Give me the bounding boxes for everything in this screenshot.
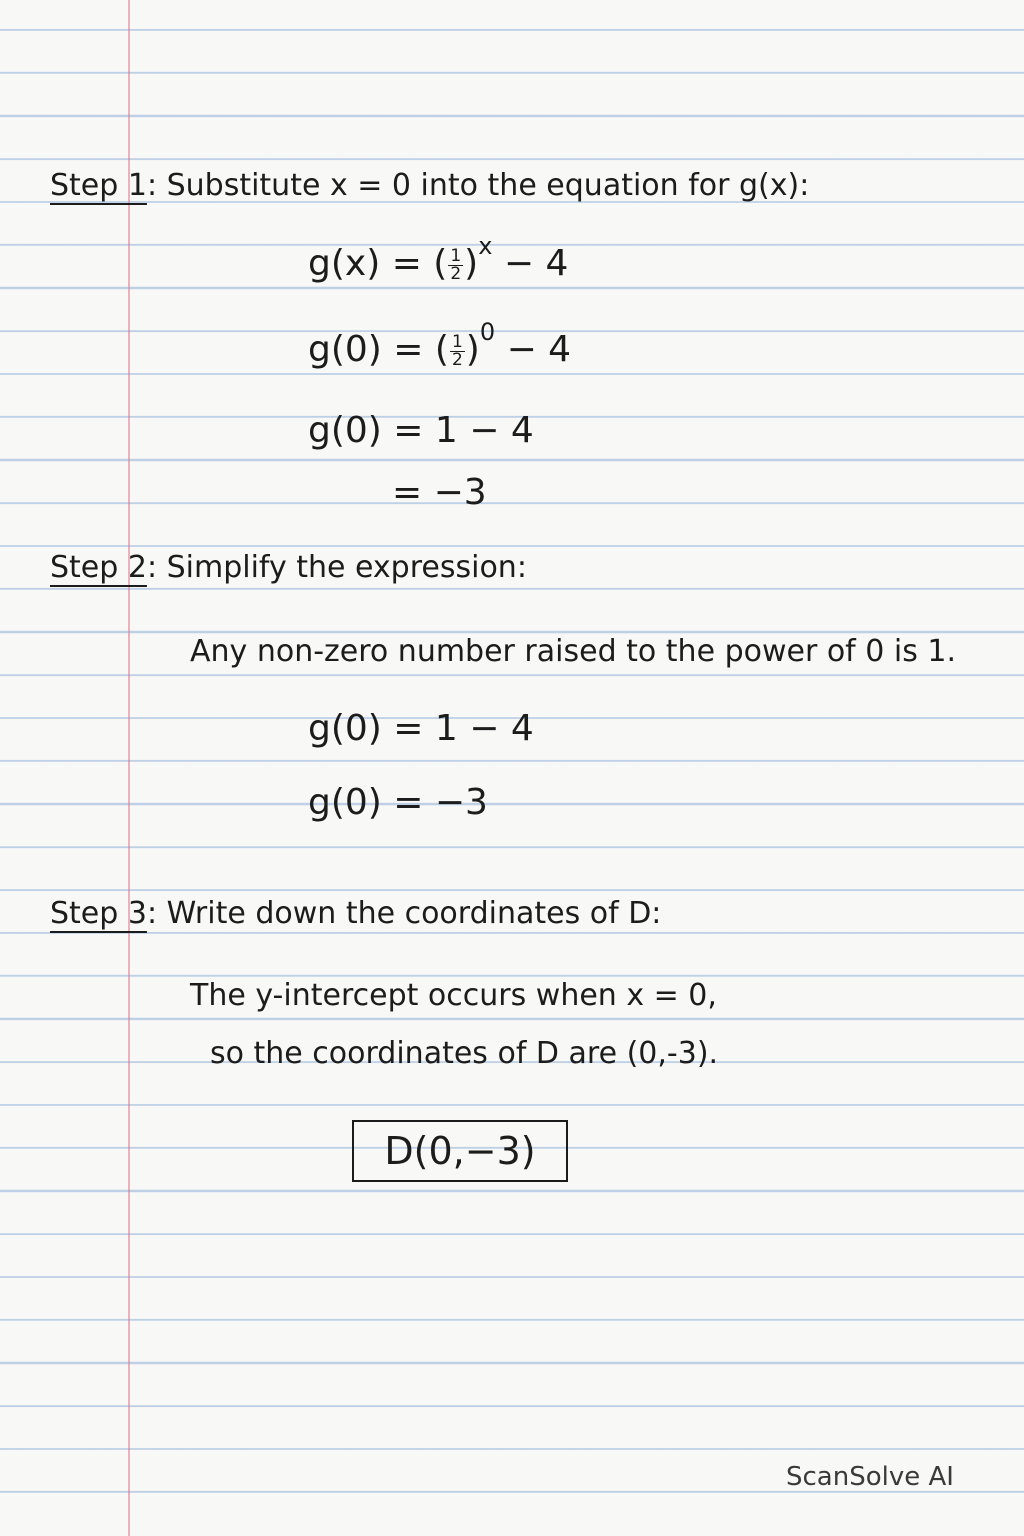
- step2-colon: :: [146, 550, 158, 585]
- step1-heading: [50, 168, 809, 203]
- step1-line1-exponent: x: [478, 232, 493, 260]
- step2-note: Any non-zero number raised to the power of 0 is 1.: [190, 634, 957, 669]
- fraction-numerator: 1: [451, 331, 463, 352]
- step1-line2-exponent: 0: [479, 318, 496, 346]
- step1-line2: g(0) = ( $\frac{1}{2}$ )$^0$ − 4: [308, 318, 572, 370]
- step1-line4: = −3: [392, 472, 487, 513]
- step3-note2: so the coordinates of D are (0,-3).: [210, 1036, 719, 1071]
- step1-line2-lhs: g(0) = (: [308, 329, 449, 370]
- fraction-denominator: 2: [451, 349, 463, 370]
- step3-heading: [50, 896, 661, 931]
- fraction-half: [450, 331, 465, 370]
- margin-line: [128, 0, 130, 1536]
- step3-text: Write down the coordinates of D:: [166, 896, 662, 931]
- fraction-half: [448, 245, 463, 284]
- answer-box: D(0,−3): [352, 1120, 568, 1182]
- fraction-denominator: 2: [450, 263, 462, 284]
- step3-note1: The y-intercept occurs when x = 0,: [190, 978, 717, 1013]
- step1-text: Substitute x = 0 into the equation for g(x):: [166, 168, 810, 203]
- step1-line1: g(x) = ( $\frac{1}{2}$ )$^x$ − 4: [308, 232, 569, 284]
- brand-watermark: ScanSolve AI: [786, 1462, 954, 1492]
- step1-line1-lhs: g(x) = (: [308, 243, 448, 284]
- step2-line1: g(0) = 1 − 4: [308, 708, 534, 749]
- step1-line2-tail: − 4: [506, 329, 572, 370]
- step3-label: Step 3: [50, 896, 147, 931]
- step2-heading: [50, 550, 527, 585]
- step2-text: Simplify the expression:: [166, 550, 527, 585]
- step2-line2: g(0) = −3: [308, 782, 488, 823]
- step3-colon: :: [146, 896, 158, 931]
- step1-label: Step 1: [50, 168, 147, 203]
- step1-line3: g(0) = 1 − 4: [308, 410, 534, 451]
- step2-label: Step 2: [50, 550, 147, 585]
- fraction-numerator: 1: [450, 245, 462, 266]
- step1-colon: :: [146, 168, 158, 203]
- step1-line1-tail: − 4: [503, 243, 569, 284]
